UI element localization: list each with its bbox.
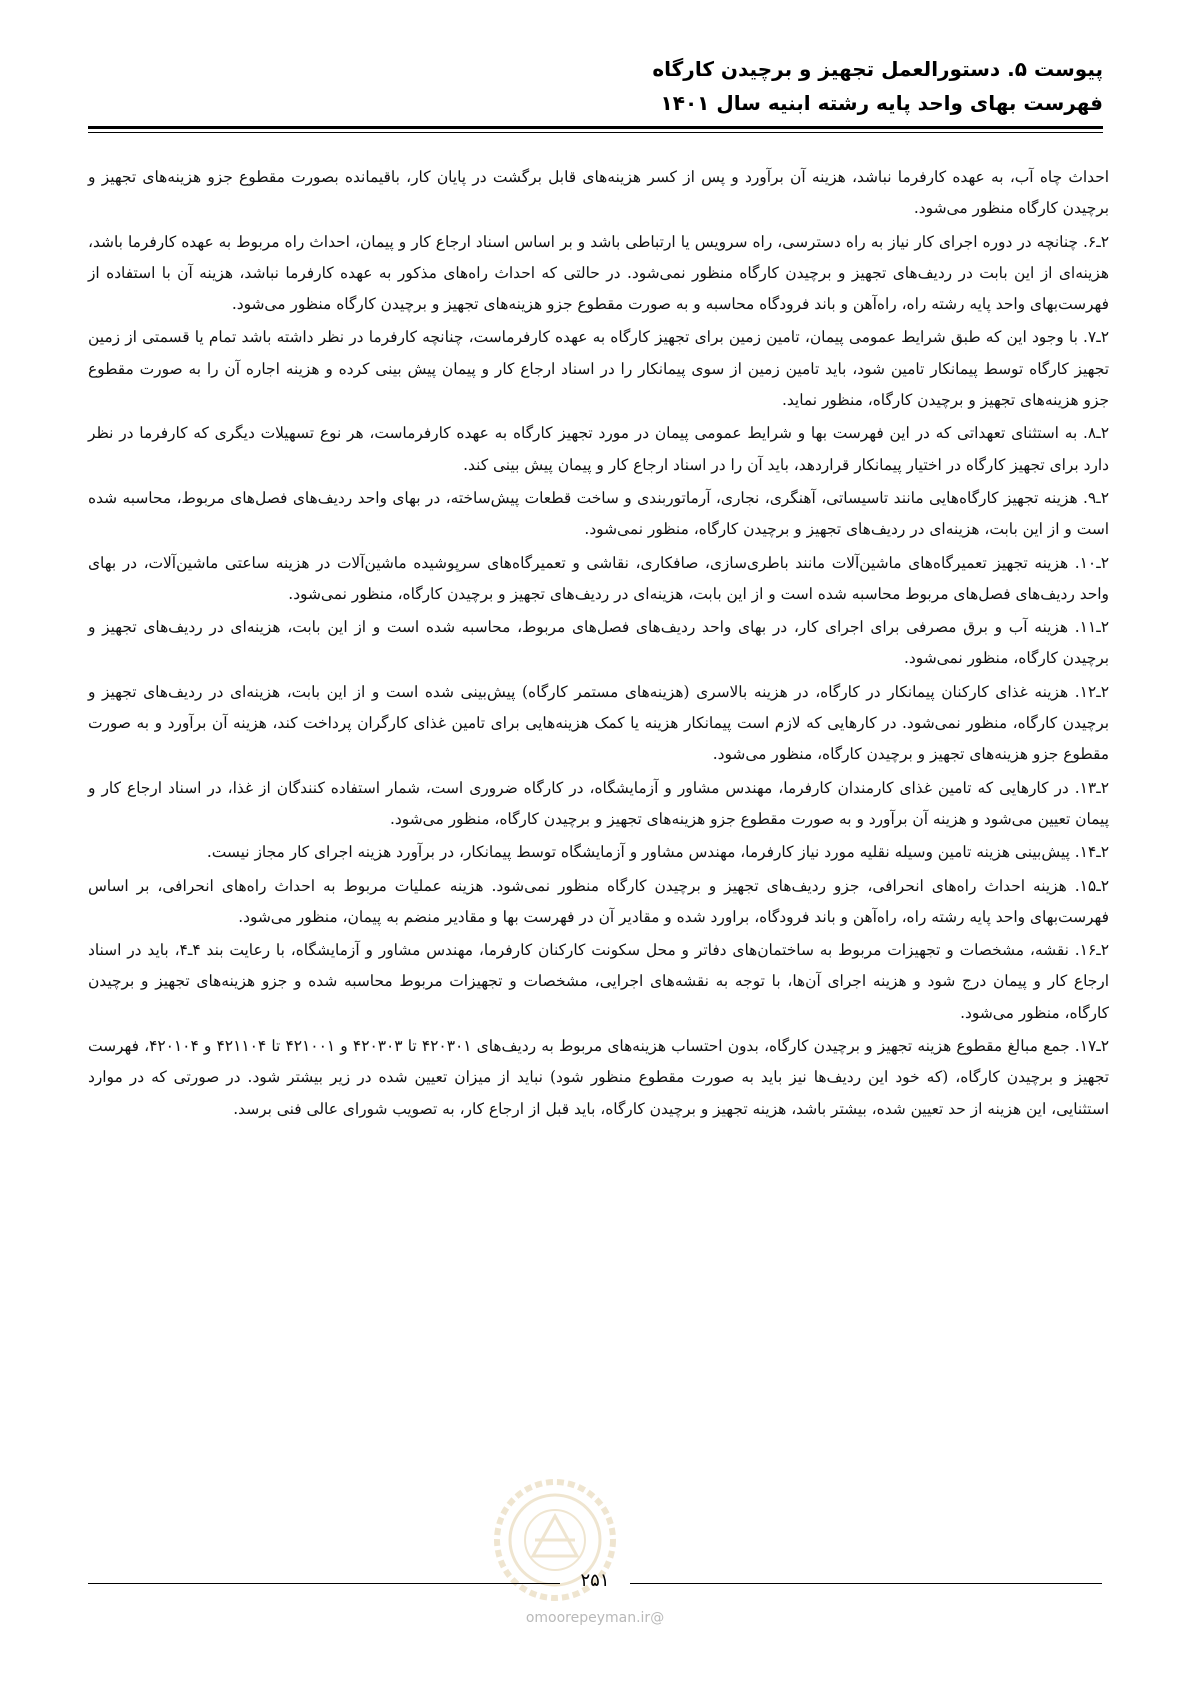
paragraph: احداث چاه آب، به عهده کارفرما نباشد، هزینه آن برآورد و پس از کسر هزینه‌های قابل برگشت در پایان کار، باقیمانده بصورت مقطوع جزو هزینه‌های تجهیز و برچیدن کارگاه منظور می‌شود. — [88, 168, 1109, 218]
header-rule-thick — [88, 126, 1103, 129]
paragraph: ۲ـ۱۱. هزینه آب و برق مصرفی برای اجرای کار، در بهای واحد ردیف‌های فصل‌های مربوط، محاسبه شده است و از این بابت، هزینه‌ای در ردیف‌های تجهیز و برچیدن کارگاه، منظور نمی‌شود. — [88, 618, 1109, 668]
footer-rule-left — [88, 1583, 560, 1584]
body-text — [88, 162, 1109, 1127]
paragraph: ۲ـ۹. هزینه تجهیز کارگاه‌هایی مانند تاسیساتی، آهنگری، نجاری، آرماتوربندی و ساخت قطعات پیش‌ساخته، در بهای واحد ردیف‌های فصل‌های مربوط، محاسبه شده است و از این بابت، هزینه‌ای در ردیف‌های تجهیز و برچیدن کارگاه، منظور نمی‌شود. — [88, 488, 1109, 539]
paragraph: ۲ـ۱۴. پیش‌بینی هزینه تامین وسیله نقلیه مورد نیاز کارفرما، مهندس مشاور و آزمایشگاه توسط پیمانکار، در برآورد هزینه اجرای کار مجاز نیست. — [206, 843, 1109, 862]
header-title: پیوست ۵. دستورالعمل تجهیز و برچیدن کارگاه — [652, 57, 1103, 81]
paragraph: ۲ـ۱۳. در کارهایی که تامین غذای کارمندان کارفرما، مهندس مشاور و آزمایشگاه، در کارگاه ضروری است، شمار استفاده کنندگان از غذا، در اسناد ارجاع کار و پیمان تعیین می‌شود و هزینه آن برآورد و به صورت مقطوع جزو هزینه‌های تجهیز و برچیدن کارگاه، منظور می‌شود. — [88, 778, 1109, 828]
page-number: ۲۵۱ — [580, 1570, 610, 1591]
page-header — [88, 52, 1103, 120]
header-subtitle: فهرست بهای واحد پایه رشته ابنیه سال ۱۴۰۱ — [660, 91, 1103, 115]
paragraph: ۲ـ۷. با وجود این که طبق شرایط عمومی پیمان، تامین زمین برای تجهیز کارگاه به عهده کارفرماست، چنانچه کارفرما در نظر داشته باشد تمام یا قسمتی از زمین تجهیز کارگاه توسط پیمانکار تامین شود، باید تامین زمین از سوی پیمانکار را در اسناد ارجاع کار و پیمان پیش بینی کرده و هزینه اجاره آن را به صورت مقطوع جزو هزینه‌های تجهیز و برچیدن کارگاه، منظور نماید. — [88, 328, 1109, 410]
paragraph: ۲ـ۶. چنانچه در دوره اجرای کار نیاز به راه دسترسی، راه سرویس یا ارتباطی باشد و بر اساس اسناد ارجاع کار و پیمان، احداث راه مربوط به عهده کارفرما باشد، هزینه‌ای از این بابت در ردیف‌های تجهیز و برچیدن کارگاه منظور نمی‌شود. در حالتی که احداث راه‌های مذکور به عهده کارفرما نباشد، هزینه آن با استفاده از فهرست‌بهای واحد پایه رشته راه، راه‌آهن و باند فرودگاه محاسبه و به صورت مقطوع جزو هزینه‌های تجهیز و برچیدن کارگاه منظور می‌شود. — [88, 232, 1109, 314]
paragraph: ۲ـ۱۷. جمع مبالغ مقطوع هزینه تجهیز و برچیدن کارگاه، بدون احتساب هزینه‌های مربوط به ردیف‌های ۴۲۰۳۰۱ تا ۴۲۰۳۰۳ و ۴۲۱۰۰۱ تا ۴۲۱۱۰۴ و ۴۲۰۱۰۴، فهرست تجهیز و برچیدن کارگاه، (که خود این ردیف‌ها نیز باید به صورت مقطوع منظور شود) نباید از میزان تعیین شده در زیر بیشتر شود. در صورتی که در موارد استثنایی، این هزینه از حد تعیین شده، بیشتر باشد، هزینه تجهیز و برچیدن کارگاه، باید قبل از ارجاع کار، به تصویب شورای عالی فنی برسد. — [88, 1037, 1110, 1118]
paragraph: ۲ـ۸. به استثنای تعهداتی که در این فهرست بها و شرایط عمومی پیمان در مورد تجهیز کارگاه به عهده کارفرماست، هر نوع تسهیلات دیگری که کارفرما در نظر دارد برای تجهیز کارگاه در اختیار پیمانکار قراردهد، باید آن را در اسناد ارجاع کار و پیمان پیش بینی کند. — [88, 424, 1109, 474]
site-credit: @omoorepeyman.ir — [525, 1610, 665, 1626]
paragraph: ۲ـ۱۶. نقشه، مشخصات و تجهیزات مربوط به ساختمان‌های دفاتر و محل سکونت کارکنان کارفرما، مهندس مشاور و آزمایشگاه، با رعایت بند ۴ـ۴، باید در اسناد ارجاع کار و پیمان درج شود و هزینه اجرای آن‌ها، با توجه به نقشه‌های اجرایی، مشخصات و تجهیزات مربوط محاسبه شده و جزو هزینه‌های تجهیز و برچیدن کارگاه، منظور می‌شود. — [88, 941, 1110, 1022]
footer-rule-right — [630, 1583, 1102, 1584]
header-rule-thin — [88, 132, 1103, 133]
paragraph: ۲ـ۱۲. هزینه غذای کارکنان پیمانکار در کارگاه، در هزینه بالاسری (هزینه‌های مستمر کارگاه) پیش‌بینی شده است و از این بابت، هزینه‌ای در ردیف‌های تجهیز و برچیدن کارگاه، منظور نمی‌شود. در کارهایی که لازم است پیمانکار هزینه یا کمک هزینه‌هایی برای تامین غذای کارگران پرداخت کند، هزینه آن برآورد و به صورت مقطوع جزو هزینه‌های تجهیز و برچیدن کارگاه، منظور می‌شود. — [88, 682, 1109, 764]
paragraph: ۲ـ۱۰. هزینه تجهیز تعمیرگاه‌های ماشین‌آلات مانند باطری‌سازی، صافکاری، نقاشی و تعمیرگاه‌های سرپوشیده ماشین‌آلات در هزینه ساعتی ماشین‌آلات، در بهای واحد ردیف‌های فصل‌های مربوط محاسبه شده است و از این بابت، هزینه‌ای در ردیف‌های تجهیز و برچیدن کارگاه، منظور نمی‌شود. — [88, 553, 1109, 603]
paragraph: ۲ـ۱۵. هزینه احداث راه‌های انحرافی، جزو ردیف‌های تجهیز و برچیدن کارگاه منظور نمی‌شود. هزینه عملیات مربوط به احداث راه‌های انحرافی، بر اساس فهرست‌بهای واحد پایه رشته راه، راه‌آهن و باند فرودگاه، براورد شده و مقادیر آن در فهرست بها و مقادیر منضم به پیمان، منظور می‌شود. — [88, 876, 1109, 926]
